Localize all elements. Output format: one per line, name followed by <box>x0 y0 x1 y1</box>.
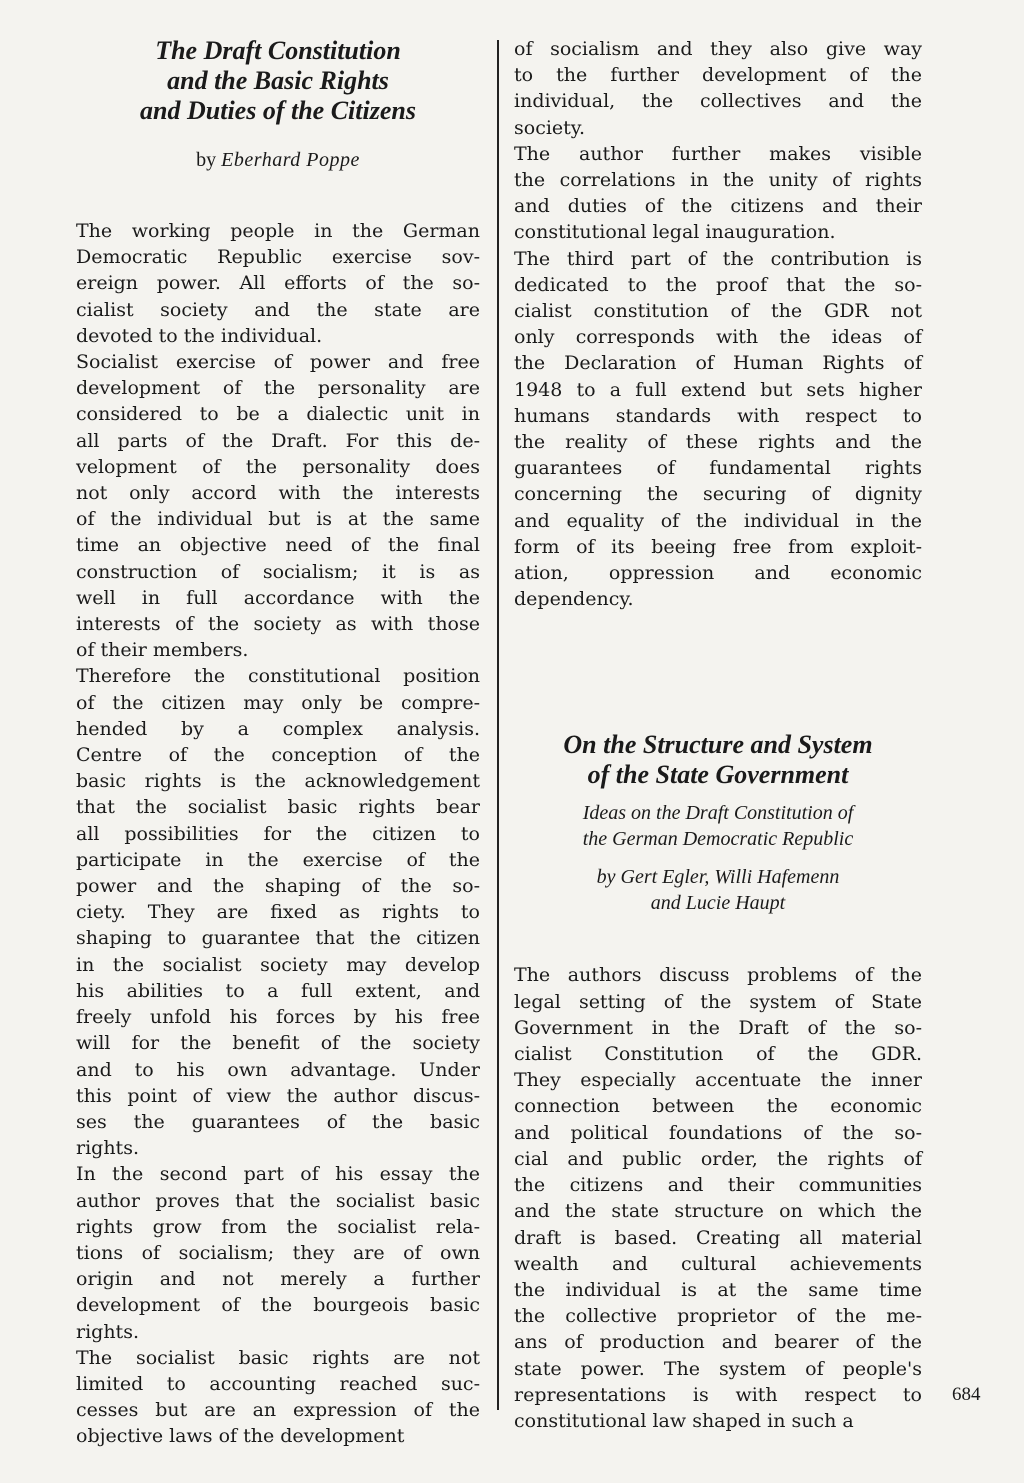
text-line: will for the benefit of the society <box>76 1032 480 1055</box>
text-line: velopment of the personality does <box>76 455 480 478</box>
text-line: Socialist exercise of power and free <box>76 351 480 374</box>
text-line: In the second part of his essay the <box>76 1163 480 1186</box>
text-line: form of its beeing free from exploit- <box>514 535 922 558</box>
paragraph <box>514 36 922 141</box>
text-line: devoted to the individual. <box>76 324 323 347</box>
text-line: author proves that the socialist basic <box>76 1189 480 1212</box>
text-line: state power. The system of people's <box>514 1357 922 1380</box>
article1-title <box>76 36 480 126</box>
text-line: his abilities to a full extent, and <box>76 979 480 1002</box>
text-line: representations is with respect to <box>514 1383 922 1406</box>
text-line: cialist Constitution of the GDR. <box>514 1043 922 1066</box>
text-line: rights. <box>76 1320 139 1343</box>
article2-byline-line: by Gert Egler, Willi Hafemenn <box>596 866 840 889</box>
paragraph <box>514 141 922 246</box>
paragraph <box>76 663 480 1161</box>
text-line: ans of production and bearer of the <box>514 1331 922 1354</box>
text-line: limited to accounting reached suc- <box>76 1372 480 1395</box>
text-line: time an objective need of the final <box>76 534 480 557</box>
text-line: of the individual but is at the same <box>76 508 480 531</box>
article2-body <box>514 962 922 1434</box>
text-line: The working people in the German <box>76 220 480 242</box>
article2-byline <box>514 864 922 916</box>
text-line: Centre of the conception of the <box>76 744 480 767</box>
article1-author: Eberhard Poppe <box>221 149 360 171</box>
text-line: concerning the securing of dignity <box>514 483 922 506</box>
text-line: of their members. <box>76 639 249 662</box>
text-line: tions of socialism; they are of own <box>76 1241 480 1264</box>
text-line: They especially accentuate the inner <box>514 1069 922 1092</box>
text-line: ses the guarantees of the basic <box>76 1110 480 1133</box>
article2-byline-line: and Lucie Haupt <box>650 892 786 915</box>
text-line: ciety. They are fixed as rights to <box>76 901 480 924</box>
left-column <box>76 36 480 1450</box>
text-line: and duties of the citizens and their <box>514 195 922 218</box>
paragraph <box>514 962 922 1434</box>
text-line: cialist society and the state are <box>76 298 480 321</box>
text-line: and the state structure on which the <box>514 1200 922 1223</box>
page-number: 684 <box>952 1384 981 1405</box>
text-line: the reality of these rights and the <box>514 431 922 454</box>
text-line: rights grow from the socialist rela- <box>76 1215 480 1238</box>
text-line: 1948 to a full extend but sets higher <box>514 378 922 401</box>
text-line: to the further development of the <box>514 64 922 87</box>
text-line: rights. <box>76 1137 139 1160</box>
article2-subtitle-line: Ideas on the Draft Constitution of <box>582 802 854 825</box>
text-line: participate in the exercise of the <box>76 848 480 871</box>
text-line: The author further makes visible <box>514 142 922 165</box>
text-line: individual, the collectives and the <box>514 90 922 113</box>
paragraph <box>76 1161 480 1344</box>
text-line: society. <box>514 116 586 139</box>
text-line: in the socialist society may develop <box>76 953 480 976</box>
text-line: constitutional legal inauguration. <box>514 221 836 244</box>
text-line: all possibilities for the citizen to <box>76 822 480 845</box>
text-line: construction of socialism; it is as <box>76 560 480 583</box>
text-line: of the citizen may only be compre- <box>76 691 480 714</box>
right-column <box>514 36 922 1434</box>
text-line: origin and not merely a further <box>76 1268 480 1291</box>
text-line: power and the shaping of the so- <box>76 875 480 898</box>
article1-byline <box>76 148 480 172</box>
article2-subtitle-line: the German Democratic Republic <box>582 828 854 851</box>
text-line: cialist constitution of the GDR not <box>514 300 922 323</box>
text-line: ation, oppression and economic <box>514 562 922 585</box>
text-line: humans standards with respect to <box>514 404 922 427</box>
text-line: the individual is at the same time <box>514 1278 922 1301</box>
text-line: ereign power. All efforts of the so- <box>76 272 480 295</box>
article2-title <box>514 730 922 790</box>
paragraph <box>76 1345 480 1450</box>
text-line: development of the personality are <box>76 377 480 400</box>
text-line: this point of view the author discus- <box>76 1084 480 1107</box>
article1-byline-prefix: by <box>196 149 217 171</box>
column-divider <box>497 40 499 1410</box>
text-line: cesses but are an expression of the <box>76 1399 480 1422</box>
text-line: The third part of the contribution is <box>514 247 922 270</box>
text-line: not only accord with the interests <box>76 482 480 505</box>
article1-body <box>76 218 480 1450</box>
article1-title-line: The Draft Constitution <box>155 36 401 65</box>
text-line: Government in the Draft of the so- <box>514 1016 922 1039</box>
text-line: The socialist basic rights are not <box>76 1346 480 1369</box>
article1-title-line: and Duties of the Citizens <box>140 96 416 125</box>
article2-title-line: of the State Government <box>587 760 849 790</box>
text-line: the Declaration of Human Rights of <box>514 352 922 375</box>
article2-title-line: On the Structure and System <box>563 730 873 760</box>
text-line: interests of the society as with those <box>76 613 480 636</box>
text-line: of socialism and they also give way <box>514 38 922 60</box>
paragraph <box>76 218 480 349</box>
text-line: connection between the economic <box>514 1095 922 1118</box>
text-line: draft is based. Creating all material <box>514 1226 922 1249</box>
text-line: the correlations in the unity of rights <box>514 169 922 192</box>
article1-body-continued <box>514 36 922 612</box>
text-line: guarantees of fundamental rights <box>514 457 922 480</box>
text-line: basic rights is the acknowledgement <box>76 770 480 793</box>
text-line: all parts of the Draft. For this de- <box>76 429 480 452</box>
paragraph <box>514 246 922 613</box>
text-line: cial and public order, the rights of <box>514 1147 922 1170</box>
text-line: Therefore the constitutional position <box>76 665 480 688</box>
text-line: hended by a complex analysis. <box>76 717 480 740</box>
paragraph <box>76 349 480 663</box>
text-line: considered to be a dialectic unit in <box>76 403 480 426</box>
text-line: legal setting of the system of State <box>514 990 922 1013</box>
text-line: the citizens and their communities <box>514 1174 922 1197</box>
text-line: and political foundations of the so- <box>514 1121 922 1144</box>
text-line: constitutional law shaped in such a <box>514 1409 854 1432</box>
text-line: and to his own advantage. Under <box>76 1058 480 1081</box>
text-line: objective laws of the development <box>76 1425 405 1448</box>
text-line: the collective proprietor of the me- <box>514 1305 922 1328</box>
text-line: well in full accordance with the <box>76 586 480 609</box>
text-line: shaping to guarantee that the citizen <box>76 927 480 950</box>
text-line: wealth and cultural achievements <box>514 1252 922 1275</box>
text-line: that the socialist basic rights bear <box>76 796 480 819</box>
text-line: The authors discuss problems of the <box>514 964 922 987</box>
text-line: Democratic Republic exercise sov- <box>76 246 480 269</box>
text-line: freely unfold his forces by his free <box>76 1006 480 1029</box>
article2-subtitle <box>514 800 922 852</box>
text-line: dedicated to the proof that the so- <box>514 273 922 296</box>
text-line: dependency. <box>514 588 634 611</box>
article1-title-line: and the Basic Rights <box>167 66 389 95</box>
text-line: and equality of the individual in the <box>514 509 922 532</box>
text-line: only corresponds with the ideas of <box>514 326 922 349</box>
text-line: development of the bourgeois basic <box>76 1294 480 1317</box>
